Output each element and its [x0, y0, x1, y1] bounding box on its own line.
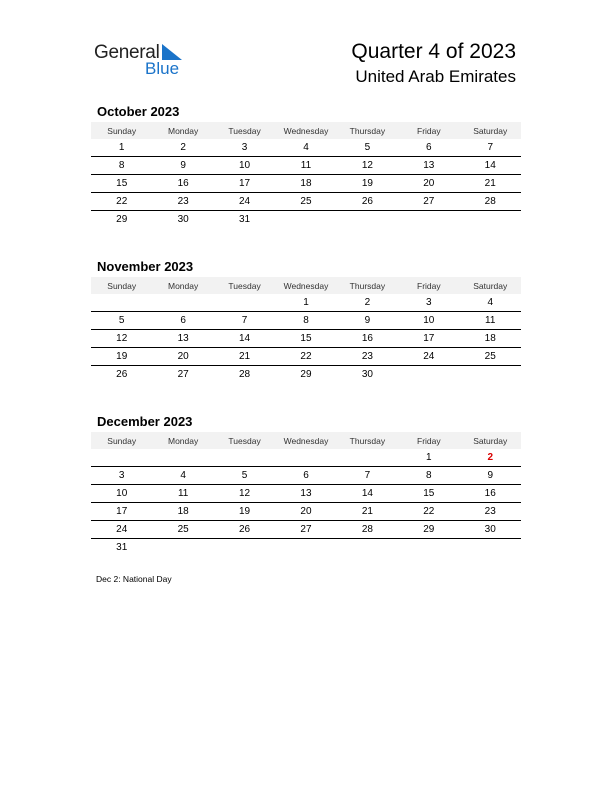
- week-row: [91, 485, 521, 503]
- day-cell: 28: [361, 524, 373, 535]
- day-cell: 4: [303, 142, 309, 153]
- day-cell: 12: [116, 333, 128, 344]
- day-cell: 20: [177, 351, 189, 362]
- week-row: [91, 467, 521, 485]
- week-row: [91, 330, 521, 348]
- weekday-label: Thursday: [349, 125, 386, 136]
- quarter-title: Quarter 4 of 2023: [351, 40, 516, 63]
- day-cell: 26: [238, 524, 251, 535]
- week-row: [91, 139, 521, 157]
- day-cell: 5: [241, 470, 248, 481]
- day-cell: 20: [423, 178, 435, 189]
- day-cell: 29: [116, 214, 128, 225]
- day-cell: 5: [118, 315, 125, 326]
- day-cell: 22: [423, 506, 435, 517]
- day-cell: 6: [303, 470, 309, 481]
- day-cell: 16: [484, 488, 496, 499]
- logo-general-text: General: [94, 42, 160, 63]
- day-cell: 17: [238, 178, 251, 189]
- weekday-label: Saturday: [473, 125, 508, 136]
- month-weeks: [91, 139, 521, 228]
- day-cell: 10: [238, 160, 251, 171]
- week-row: [91, 193, 521, 211]
- week-row: [91, 449, 521, 467]
- day-cell: 18: [177, 506, 189, 517]
- day-cell: 11: [300, 160, 312, 171]
- month-weeks: [91, 449, 521, 556]
- weekday-label: Sunday: [107, 125, 137, 136]
- weekday-label: Thursday: [349, 435, 386, 446]
- day-cell: 25: [300, 196, 312, 207]
- weekday-label: Wednesday: [283, 125, 329, 136]
- day-cell: 12: [361, 160, 373, 171]
- holiday-notes: [96, 574, 172, 584]
- day-cell: 14: [238, 333, 251, 344]
- month-title: December 2023: [97, 414, 193, 429]
- day-cell: 29: [423, 524, 435, 535]
- month-november: [91, 258, 521, 383]
- day-cell: 10: [423, 315, 435, 326]
- month-october: [91, 103, 521, 228]
- day-cell: 1: [303, 297, 309, 308]
- month-title: October 2023: [97, 104, 180, 119]
- day-cell: 6: [180, 315, 186, 326]
- day-cell: 23: [361, 351, 373, 362]
- weekday-label: Friday: [417, 435, 441, 446]
- day-cell: 27: [300, 524, 312, 535]
- day-cell: 7: [487, 142, 494, 153]
- weekday-label: Monday: [168, 280, 199, 291]
- day-cell: 2: [487, 452, 494, 463]
- weekday-label: Tuesday: [228, 435, 261, 446]
- day-cell: 3: [426, 297, 432, 308]
- weekday-label: Monday: [168, 125, 199, 136]
- day-cell: 3: [118, 470, 125, 481]
- day-cell: 21: [484, 178, 496, 189]
- logo-flag-icon: [162, 44, 182, 60]
- day-cell: 11: [485, 315, 496, 326]
- day-cell: 1: [118, 142, 125, 153]
- day-cell: 7: [364, 470, 371, 481]
- holiday-note: Dec 2: National Day: [96, 574, 172, 584]
- week-row: [91, 366, 521, 383]
- day-cell: 19: [116, 351, 128, 362]
- day-cell: 10: [116, 488, 128, 499]
- week-row: [91, 539, 521, 556]
- weekday-header: [91, 122, 521, 139]
- day-cell: 30: [177, 214, 189, 225]
- week-row: [91, 521, 521, 539]
- day-cell: 15: [116, 178, 128, 189]
- day-cell: 27: [423, 196, 435, 207]
- weekday-label: Tuesday: [228, 125, 261, 136]
- day-cell: 30: [484, 524, 496, 535]
- day-cell: 18: [484, 333, 496, 344]
- day-cell: 13: [423, 160, 435, 171]
- day-cell: 8: [426, 470, 432, 481]
- weekday-label: Sunday: [107, 280, 137, 291]
- month-title: November 2023: [97, 259, 194, 274]
- week-row: [91, 503, 521, 521]
- day-cell: 26: [361, 196, 373, 207]
- day-cell: 16: [361, 333, 373, 344]
- day-cell: 24: [238, 196, 251, 207]
- day-cell: 8: [118, 160, 125, 171]
- day-cell: 11: [177, 488, 189, 499]
- day-cell: 18: [300, 178, 312, 189]
- day-cell: 25: [484, 351, 496, 362]
- day-cell: 31: [116, 542, 128, 553]
- day-cell: 19: [238, 506, 251, 517]
- day-cell: 20: [300, 506, 312, 517]
- day-cell: 24: [116, 524, 128, 535]
- day-cell: 5: [364, 142, 371, 153]
- weekday-label: Friday: [417, 280, 441, 291]
- weekday-label: Wednesday: [283, 435, 329, 446]
- day-cell: 29: [300, 369, 312, 380]
- day-cell: 13: [177, 333, 189, 344]
- day-cell: 3: [241, 142, 248, 153]
- week-row: [91, 294, 521, 312]
- day-cell: 4: [180, 470, 186, 481]
- day-cell: 16: [177, 178, 189, 189]
- day-cell: 14: [484, 160, 496, 171]
- day-cell: 15: [300, 333, 312, 344]
- weekday-label: Friday: [417, 125, 441, 136]
- day-cell: 28: [238, 369, 251, 380]
- weekday-label: Tuesday: [228, 280, 261, 291]
- day-cell: 13: [300, 488, 312, 499]
- day-cell: 21: [361, 506, 373, 517]
- day-cell: 9: [364, 315, 371, 326]
- day-cell: 22: [300, 351, 312, 362]
- day-cell: 26: [116, 369, 128, 380]
- week-row: [91, 211, 521, 228]
- weekday-header: [91, 277, 521, 294]
- day-cell: 14: [361, 488, 373, 499]
- day-cell: 31: [238, 214, 251, 225]
- day-cell: 9: [180, 160, 186, 171]
- country-name: United Arab Emirates: [355, 67, 516, 86]
- day-cell: 23: [177, 196, 189, 207]
- day-cell: 19: [361, 178, 373, 189]
- day-cell: 6: [426, 142, 432, 153]
- day-cell: 1: [426, 452, 432, 463]
- day-cell: 7: [241, 315, 248, 326]
- day-cell: 24: [423, 351, 435, 362]
- day-cell: 17: [423, 333, 435, 344]
- day-cell: 15: [423, 488, 435, 499]
- weekday-label: Wednesday: [283, 280, 329, 291]
- logo-blue-text: Blue: [145, 59, 180, 78]
- weekday-label: Sunday: [107, 435, 137, 446]
- day-cell: 2: [364, 297, 371, 308]
- day-cell: 2: [180, 142, 186, 153]
- day-cell: 23: [484, 506, 496, 517]
- day-cell: 12: [238, 488, 251, 499]
- weekday-label: Monday: [168, 435, 199, 446]
- weekday-label: Thursday: [349, 280, 386, 291]
- weekday-header: [91, 432, 521, 449]
- day-cell: 17: [116, 506, 128, 517]
- weekday-label: Saturday: [473, 435, 508, 446]
- week-row: [91, 312, 521, 330]
- week-row: [91, 175, 521, 193]
- day-cell: 9: [487, 470, 494, 481]
- week-row: [91, 157, 521, 175]
- day-cell: 27: [177, 369, 189, 380]
- day-cell: 21: [238, 351, 251, 362]
- day-cell: 25: [177, 524, 189, 535]
- month-december: [91, 413, 521, 556]
- day-cell: 22: [116, 196, 128, 207]
- day-cell: 28: [484, 196, 496, 207]
- day-cell: 8: [303, 315, 309, 326]
- logo: [94, 40, 194, 80]
- day-cell: 4: [487, 297, 494, 308]
- weekday-label: Saturday: [473, 280, 508, 291]
- month-weeks: [91, 294, 521, 383]
- day-cell: 30: [361, 369, 373, 380]
- week-row: [91, 348, 521, 366]
